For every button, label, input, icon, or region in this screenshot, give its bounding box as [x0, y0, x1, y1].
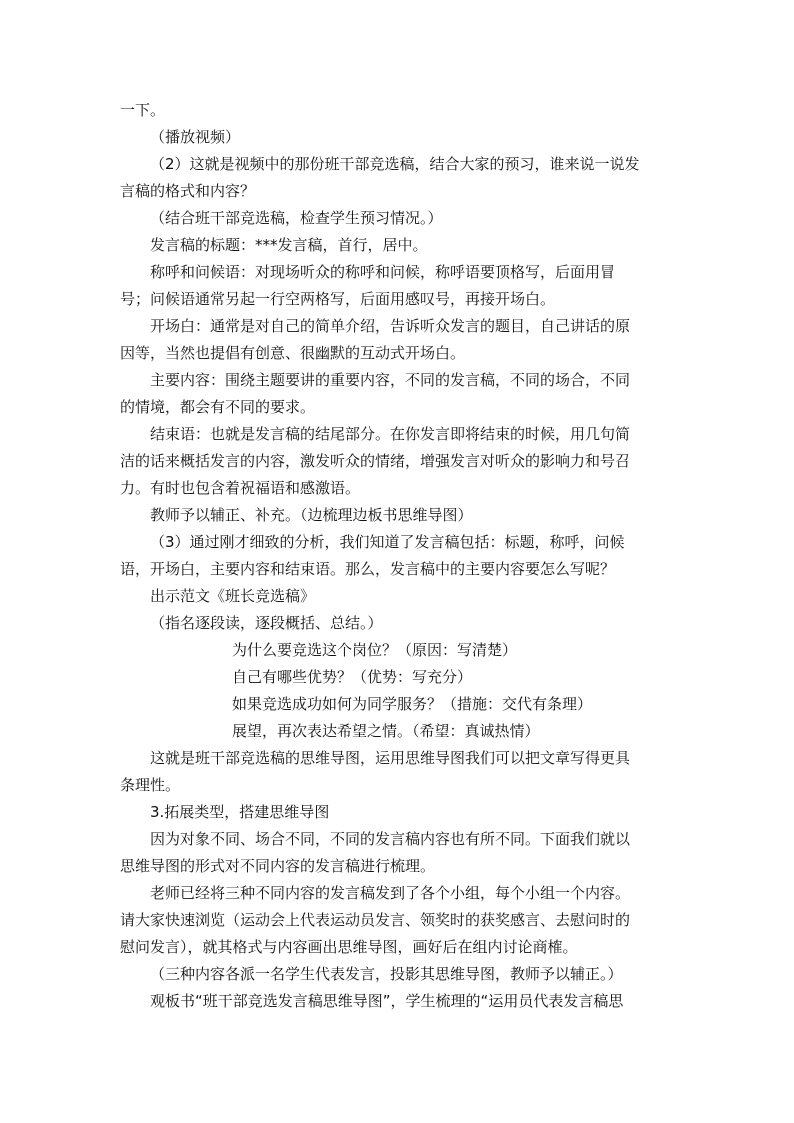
text-line: （3）通过刚才细致的分析，我们知道了发言稿包括：标题，称呼，问候: [150, 533, 625, 551]
text-line: 的情境，都会有不同的要求。: [120, 398, 316, 416]
text-line: 言稿的格式和内容？: [120, 182, 256, 200]
text-line: 出示范文《班长竞选稿》: [150, 587, 316, 605]
text-line: 展望，再次表达希望之情。（希望：真诚热情）: [232, 722, 540, 740]
text-line: 开场白：通常是对自己的简单介绍，告诉听众发言的题目，自己讲话的原: [150, 317, 631, 335]
text-line: 教师予以辅正、补充。（边梳理边板书思维导图）: [150, 506, 473, 524]
text-line: 称呼和问候语：对现场听众的称呼和问候，称呼语要顶格写，后面用冒: [150, 263, 616, 281]
text-line: 老师已经将三种不同内容的发言稿发到了各个小组，每个小组一个内容。: [150, 884, 631, 902]
text-line: （结合班干部竞选稿，检查学生预习情况。）: [150, 209, 443, 227]
text-line: 为什么要竞选这个岗位？（原因：写清楚）: [232, 641, 518, 659]
text-line: 洁的话来概括发言的内容，激发听众的情绪，增强发言对听众的影响力和号召: [120, 452, 631, 470]
text-line: 思维导图的形式对不同内容的发言稿进行梳理。: [120, 857, 436, 875]
text-line: 这就是班干部竞选稿的思维导图，运用思维导图我们可以把文章写得更具: [150, 749, 631, 767]
text-line: （播放视频）: [150, 128, 241, 146]
text-line: 一下。: [120, 101, 166, 119]
text-line: 自己有哪些优势？（优势：写充分）: [232, 668, 473, 686]
text-line: （2）这就是视频中的那份班干部竞选稿，结合大家的预习，谁来说一说发: [150, 155, 640, 173]
text-line: 如果竞选成功如何为同学服务？（措施：交代有条理）: [232, 695, 593, 713]
text-line: 观板书“班干部竞选发言稿思维导图”，学生梳理的“运用员代表发言稿思: [150, 992, 624, 1010]
text-line: 主要内容：围绕主题要讲的重要内容，不同的发言稿，不同的场合，不同: [150, 371, 631, 389]
text-line: （三种内容各派一名学生代表发言，投影其思维导图，教师予以辅正。）: [150, 965, 623, 983]
text-line: 慰问发言），就其格式与内容画出思维导图，画好后在组内讨论商榷。: [120, 938, 578, 956]
text-line: 因为对象不同、场合不同，不同的发言稿内容也有所不同。下面我们就以: [150, 830, 631, 848]
text-line: 语，开场白，主要内容和结束语。那么，发言稿中的主要内容要怎么写呢？: [120, 560, 616, 578]
section-heading: 3.拓展类型，搭建思维导图: [150, 803, 330, 821]
text-line: 因等，当然也提倡有创意、很幽默的互动式开场白。: [120, 344, 466, 362]
text-line: （指名逐段读，逐段概括、总结。）: [150, 614, 383, 632]
text-line: 发言稿的标题：***发言稿，首行，居中。: [150, 236, 428, 254]
text-line: 条理性。: [120, 776, 181, 794]
text-line: 请大家快速浏览（运动会上代表运动员发言、领奖时的获奖感言、去慰问时的: [120, 911, 631, 929]
text-line: 结束语：也就是发言稿的结尾部分。在你发言即将结束的时候，用几句简: [150, 425, 631, 443]
text-line: 力。有时也包含着祝福语和感激语。: [120, 479, 361, 497]
text-line: 号；问候语通常另起一行空两格写，后面用感叹号，再接开场白。: [120, 290, 556, 308]
